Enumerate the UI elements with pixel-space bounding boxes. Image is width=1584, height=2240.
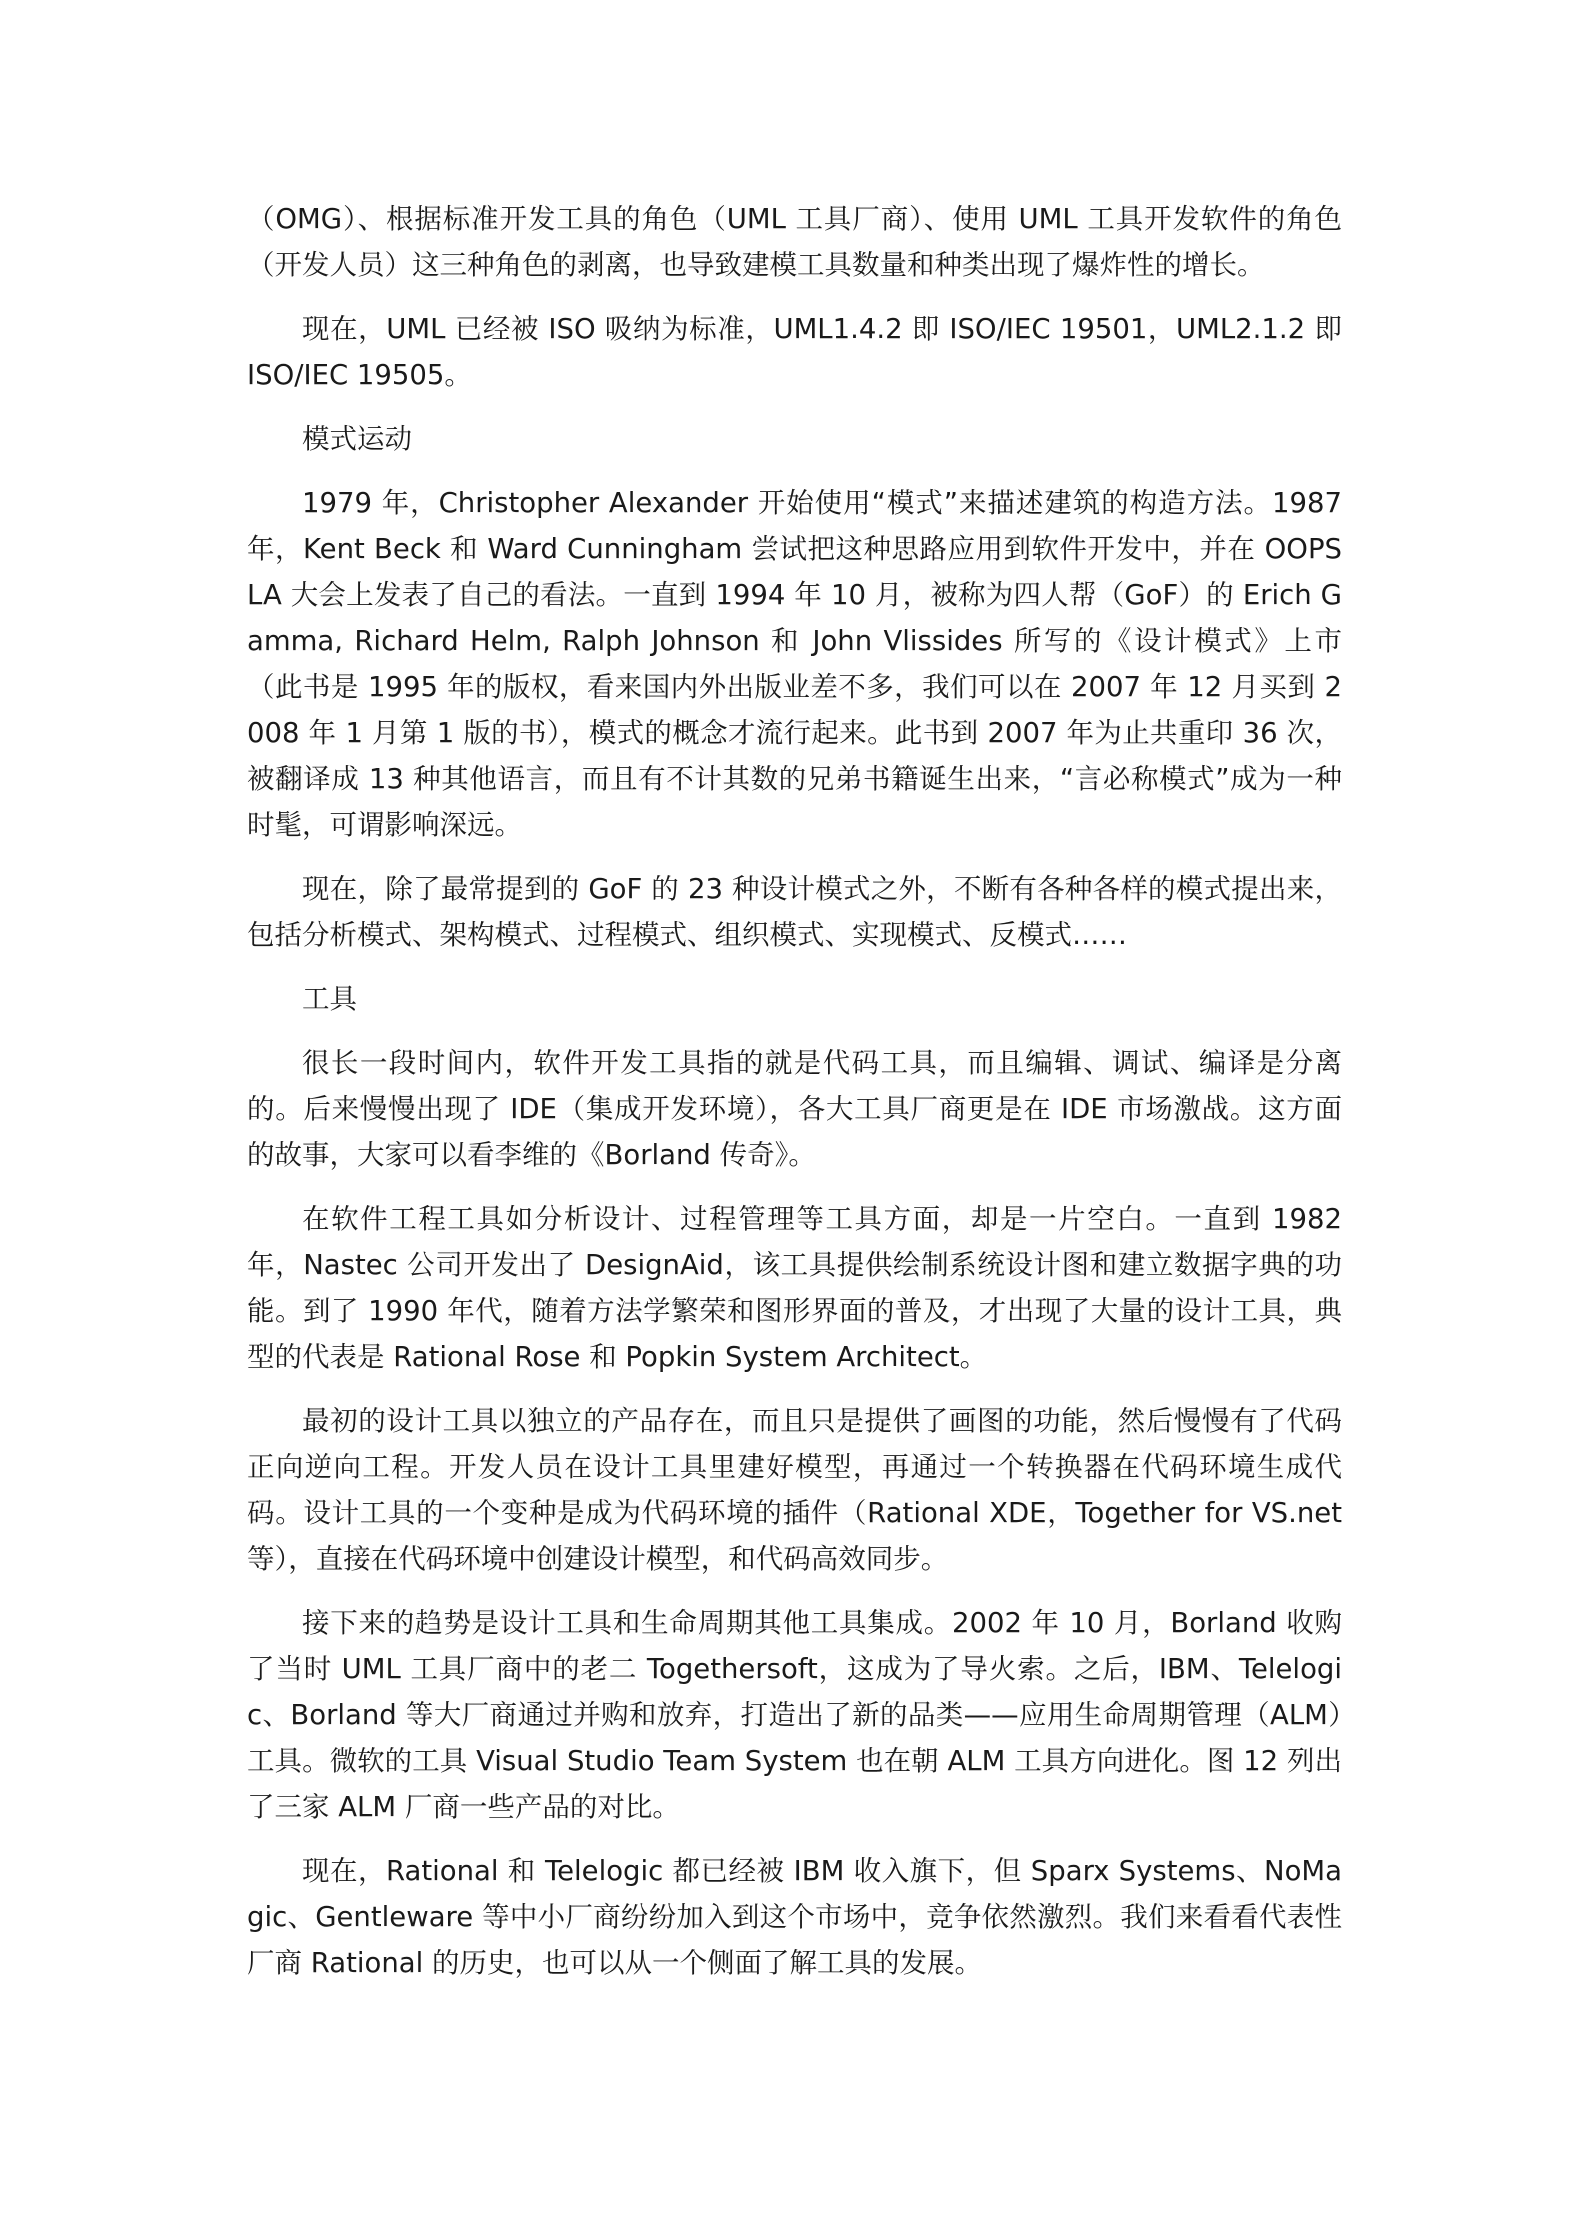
paragraph-pattern-now: 现在，除了最常提到的 GoF 的 23 种设计模式之外，不断有各种各样的模式提出来，包括分析模式、架构模式、过程模式、组织模式、实现模式、反模式…… bbox=[247, 873, 1342, 951]
section-heading-pattern: 模式运动 bbox=[302, 423, 412, 455]
document-body bbox=[247, 196, 1342, 2004]
paragraph-pattern-history: 1979 年，Christopher Alexander 开始使用“模式”来描述建筑的构造方法。1987 年，Kent Beck 和 Ward Cunningham 尝试把这种思路应用到软件开发中，并在 OOPSLA 大会上发表了自己的看法。一直到 1994 年 10 月，被称为四人帮（GoF）的 Erich Gamma, Richard Helm, Ralph Johnson 和 John Vlissides 所写的《设计模式》上市（此书是 1995 年的版权，看来国内外出版业差不多，我们可以在 2007 年 12 月买到 2008 年 1 月第 1 版的书），模式的概念才流行起来。此书到 2007 年为止共重印 36 次，被翻译成 13 种其他语言，而且有不计其数的兄弟书籍诞生出来，“言必称模式”成为一种时髦，可谓影响深远。 bbox=[247, 487, 1342, 841]
paragraph-tools-alm: 接下来的趋势是设计工具和生命周期其他工具集成。2002 年 10 月，Borland 收购了当时 UML 工具厂商中的老二 Togethersoft，这成为了导火索。之后，IBM、Telelogic、Borland 等大厂商通过并购和放弃，打造出了新的品类——应用生命周期管理（ALM）工具。微软的工具 Visual Studio Team System 也在朝 ALM 工具方向进化。图 12 列出了三家 ALM 厂商一些产品的对比。 bbox=[247, 1607, 1342, 1823]
paragraph-uml-iso: 现在，UML 已经被 ISO 吸纳为标准，UML1.4.2 即 ISO/IEC 19501，UML2.1.2 即 ISO/IEC 19505。 bbox=[247, 313, 1342, 391]
paragraph-continued: （OMG）、根据标准开发工具的角色（UML 工具厂商）、使用 UML 工具开发软件的角色（开发人员）这三种角色的剥离，也导致建模工具数量和种类出现了爆炸性的增长。 bbox=[247, 203, 1342, 281]
paragraph-tools-ide: 很长一段时间内，软件开发工具指的就是代码工具，而且编辑、调试、编译是分离的。后来慢慢出现了 IDE（集成开发环境），各大工具厂商更是在 IDE 市场激战。这方面的故事，大家可以看李维的《Borland 传奇》。 bbox=[247, 1047, 1342, 1171]
paragraph-tools-plugins: 最初的设计工具以独立的产品存在，而且只是提供了画图的功能，然后慢慢有了代码正向逆向工程。开发人员在设计工具里建好模型，再通过一个转换器在代码环境生成代码。设计工具的一个变种是成为代码环境的插件（Rational XDE，Together for VS.net 等），直接在代码环境中创建设计模型，和代码高效同步。 bbox=[247, 1405, 1342, 1575]
paragraph-tools-now: 现在，Rational 和 Telelogic 都已经被 IBM 收入旗下，但 Sparx Systems、NoMagic、Gentleware 等中小厂商纷纷加入到这个市场中，竞争依然激烈。我们来看看代表性厂商 Rational 的历史，也可以从一个侧面了解工具的发展。 bbox=[247, 1855, 1342, 1979]
paragraph-tools-design: 在软件工程工具如分析设计、过程管理等工具方面，却是一片空白。一直到 1982 年，Nastec 公司开发出了 DesignAid，该工具提供绘制系统设计图和建立数据字典的功能。到了 1990 年代，随着方法学繁荣和图形界面的普及，才出现了大量的设计工具，典型的代表是 Rational Rose 和 Popkin System Architect。 bbox=[247, 1203, 1342, 1373]
section-heading-tools: 工具 bbox=[302, 983, 357, 1015]
